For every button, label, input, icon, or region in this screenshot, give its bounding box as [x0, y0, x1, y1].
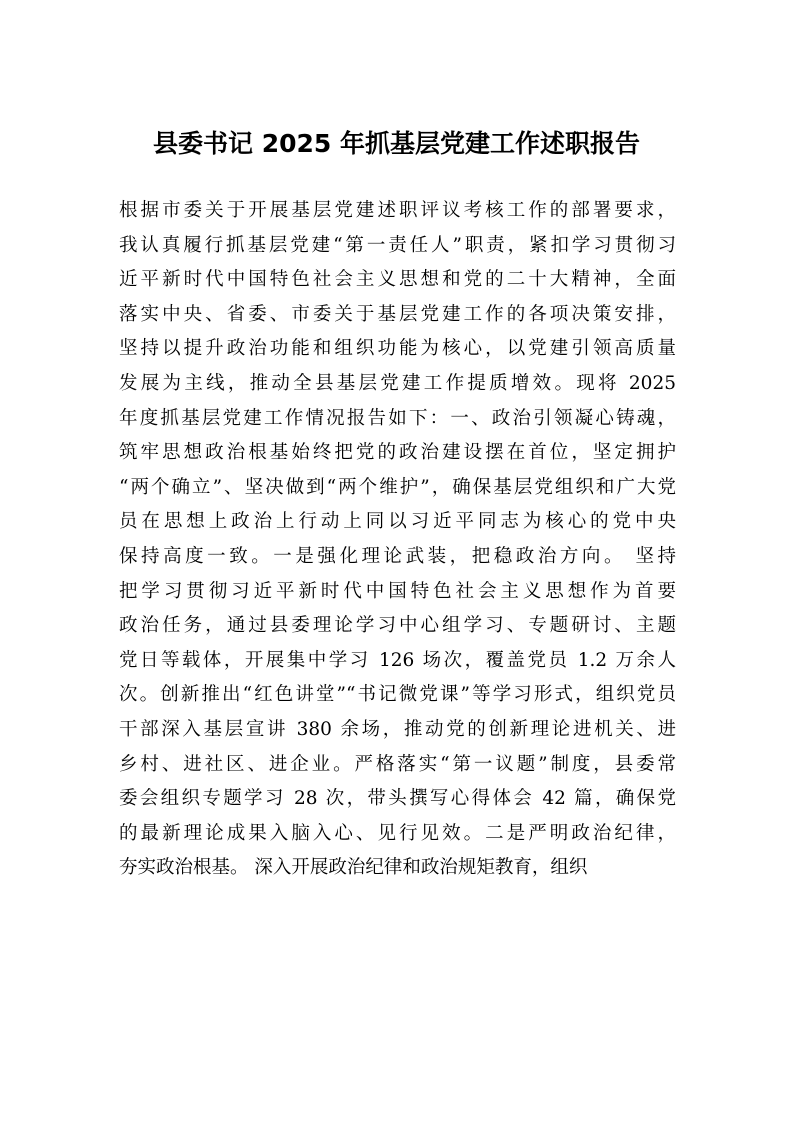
body-line: 落实中央、省委、市委关于基层党建工作的各项决策安排， [119, 303, 676, 325]
body-line: “两个确立”、坚决做到“两个维护”，确保基层党组织和广大党 [119, 476, 676, 498]
body-line: 委会组织专题学习 28 次，带头撰写心得体会 42 篇，确保党 [119, 788, 676, 810]
body-line: 年度抓基层党建工作情况报告如下：一、政治引领凝心铸魂， [119, 407, 676, 429]
body-line: 坚持以提升政治功能和组织功能为核心，以党建引领高质量 [119, 338, 676, 360]
body-line: 发展为主线，推动全县基层党建工作提质增效。现将 2025 [119, 372, 676, 394]
body-line: 乡村、进社区、进企业。严格落实“第一议题”制度，县委常 [119, 753, 676, 775]
body-line: 把学习贯彻习近平新时代中国特色社会主义思想作为首要 [119, 580, 676, 602]
body-line: 干部深入基层宣讲 380 余场，推动党的创新理论进机关、进 [119, 718, 676, 740]
body-line: 次。创新推出“红色讲堂”“书记微党课”等学习形式，组织党员 [119, 684, 676, 706]
body-line: 夯实政治根基。 深入开展政治纪律和政治规矩教育，组织 [119, 857, 588, 879]
document-title: 县委书记 2025 年抓基层党建工作述职报告 [153, 129, 640, 158]
body-line: 根据市委关于开展基层党建述职评议考核工作的部署要求， [119, 200, 676, 221]
body-line: 我认真履行抓基层党建“第一责任人”职责，紧扣学习贯彻习 [119, 234, 676, 256]
body-line: 员在思想上政治上行动上同以习近平同志为核心的党中央 [119, 511, 676, 533]
document-body [119, 194, 676, 886]
body-line: 近平新时代中国特色社会主义思想和党的二十大精神，全面 [119, 269, 676, 291]
body-line: 党日等载体，开展集中学习 126 场次，覆盖党员 1.2 万余人 [119, 649, 676, 671]
body-line: 的最新理论成果入脑入心、见行见效。二是严明政治纪律， [119, 822, 676, 844]
body-line: 筑牢思想政治根基始终把党的政治建设摆在首位，坚定拥护 [119, 442, 676, 464]
body-line: 政治任务，通过县委理论学习中心组学习、专题研讨、主题 [119, 615, 676, 637]
body-line: 保持高度一致。一是强化理论武装，把稳政治方向。 坚持 [119, 545, 676, 567]
